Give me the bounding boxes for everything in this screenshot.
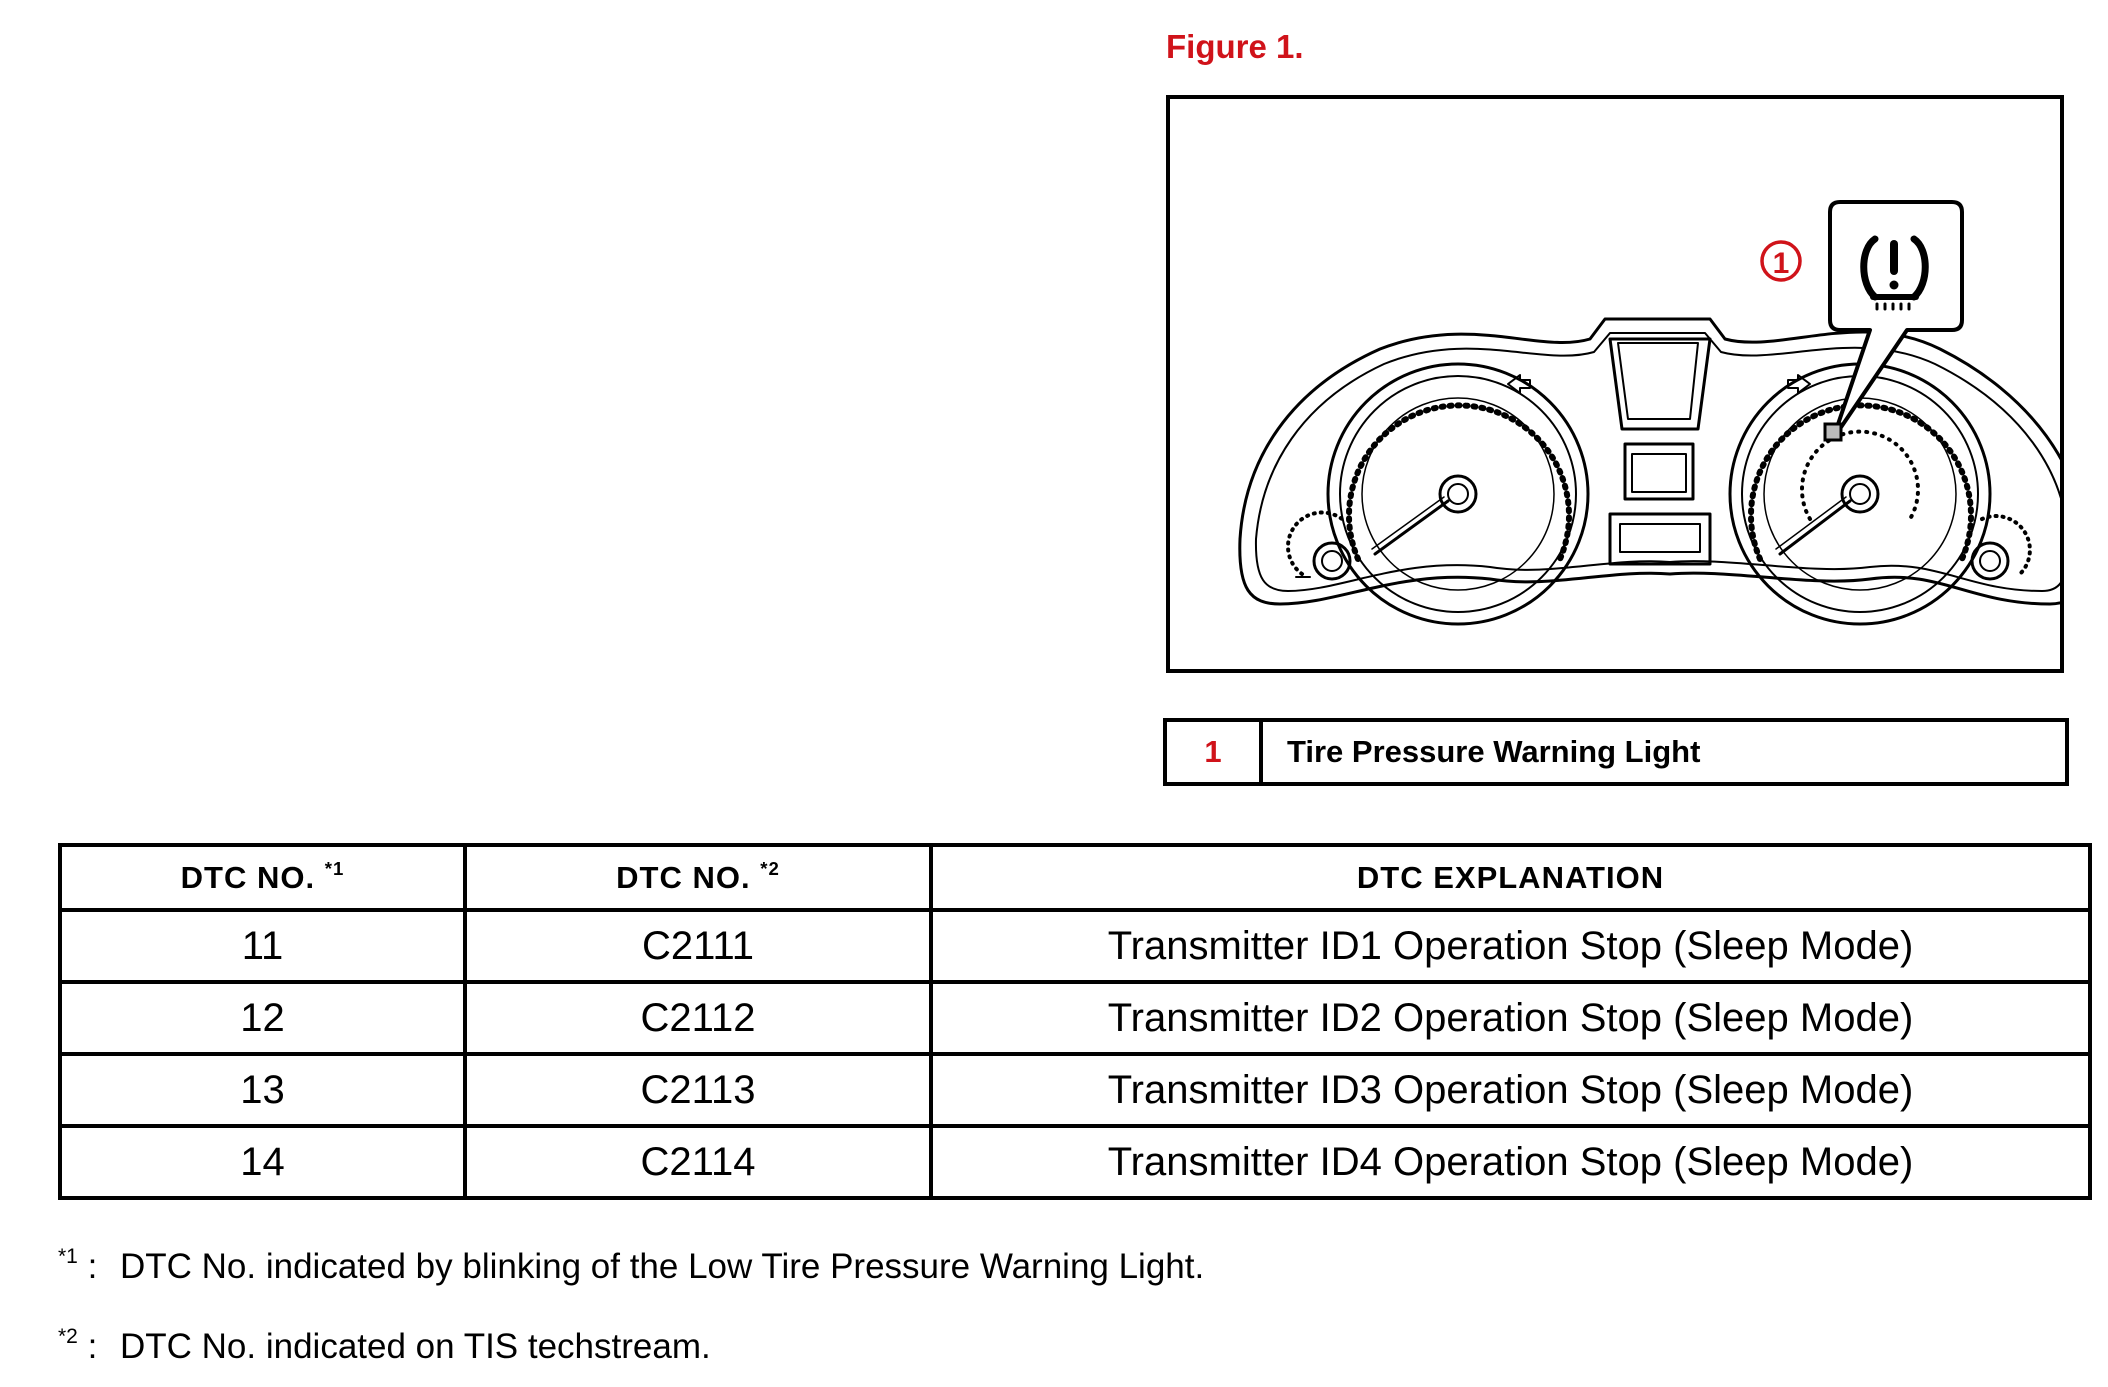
dtc-code-blink: 11 (60, 910, 465, 982)
dtc-explanation: Transmitter ID4 Operation Stop (Sleep Mode) (931, 1126, 2090, 1198)
dtc-explanation: Transmitter ID3 Operation Stop (Sleep Mode) (931, 1054, 2090, 1126)
dtc-table (58, 843, 2092, 1200)
header-dtc-no-2: DTC NO. $^{*2}$ (465, 845, 931, 910)
dtc-code-techstream: C2113 (465, 1054, 931, 1126)
table-row (60, 1126, 2090, 1198)
footnote-2: $^{*2}$ : DTC No. indicated on TIS techstream. (58, 1325, 711, 1366)
dtc-code-blink: 13 (60, 1054, 465, 1126)
dtc-code-techstream: C2112 (465, 982, 931, 1054)
dtc-code-blink: 12 (60, 982, 465, 1054)
dtc-code-blink: 14 (60, 1126, 465, 1198)
instrument-cluster-illustration (1170, 99, 2060, 669)
instrument-cluster-figure (1166, 95, 2064, 673)
legend-number: 1 (1167, 722, 1263, 782)
dtc-code-techstream: C2111 (465, 910, 931, 982)
callout-number: 1 (1772, 247, 1790, 280)
table-row (60, 982, 2090, 1054)
table-header-row (60, 845, 2090, 910)
header-dtc-no-1: DTC NO. $^{*1}$ (60, 845, 465, 910)
header-dtc-explanation: DTC EXPLANATION (931, 845, 2090, 910)
figure-title: Figure 1. (1166, 28, 1304, 65)
dtc-explanation: Transmitter ID1 Operation Stop (Sleep Mode) (931, 910, 2090, 982)
footnote-1: $^{*1}$ : DTC No. indicated by blinking of the Low Tire Pressure Warning Light. (58, 1245, 1205, 1286)
figure-legend (1163, 718, 2069, 786)
dtc-code-techstream: C2114 (465, 1126, 931, 1198)
table-row (60, 1054, 2090, 1126)
table-row (60, 910, 2090, 982)
legend-label: Tire Pressure Warning Light (1287, 734, 1701, 769)
dtc-explanation: Transmitter ID2 Operation Stop (Sleep Mode) (931, 982, 2090, 1054)
